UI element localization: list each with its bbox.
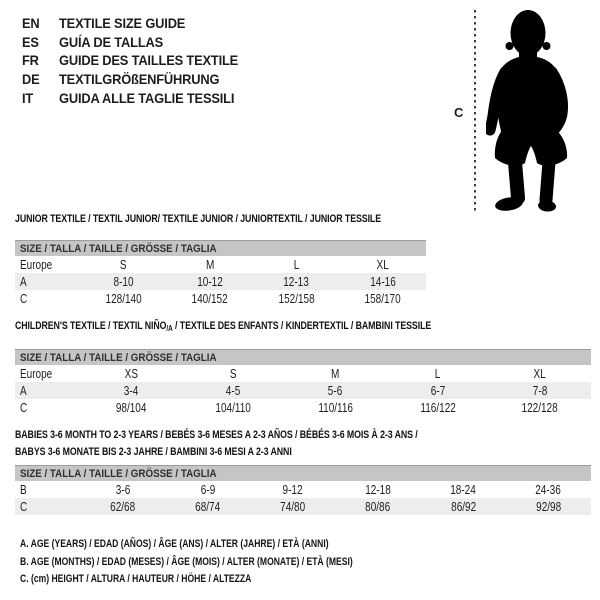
- language-code: ES: [22, 33, 39, 50]
- value-cell: 14-16: [369, 274, 396, 289]
- value-cell: 7-8: [532, 383, 548, 398]
- row-label: A: [20, 274, 27, 289]
- language-row: [22, 14, 254, 33]
- babies-size-table-section: [15, 427, 591, 515]
- value-cell: 9-12: [282, 482, 303, 497]
- language-code: FR: [22, 52, 39, 69]
- value-cell: 24-36: [535, 482, 562, 497]
- value-cell: 140/152: [191, 291, 228, 306]
- value-cell: 3-6: [115, 482, 130, 497]
- value-cell: 122/128: [521, 400, 558, 415]
- row-label: B: [20, 482, 27, 497]
- size-header-cell: M: [331, 366, 340, 381]
- language-row: [22, 33, 254, 52]
- children-size-table-section: [15, 320, 591, 416]
- value-cell: 6-9: [200, 482, 215, 497]
- language-list: [22, 14, 254, 107]
- language-row: [22, 70, 254, 89]
- junior-size-table-section: [15, 213, 426, 307]
- language-code: IT: [22, 89, 34, 106]
- value-cell: 10-12: [196, 274, 223, 289]
- language-code: EN: [22, 15, 40, 32]
- legend-line-c: C. (cm) HEIGHT / ALTURA / HAUTEUR / HÖHE / ALTEZZA: [20, 573, 252, 585]
- row-label: Europe: [20, 257, 53, 272]
- size-band-header: SIZE / TALLA / TAILLE / GRÖSSE / TAGLIA: [15, 240, 426, 256]
- value-cell: 116/122: [420, 400, 456, 415]
- value-cell: 4-5: [226, 383, 241, 398]
- babies-table-title: [15, 427, 591, 461]
- value-cell: 104/110: [215, 400, 252, 415]
- value-cell: 3-4: [123, 383, 139, 398]
- value-cell: 8-10: [113, 274, 134, 289]
- size-header-cell: XS: [124, 366, 138, 381]
- height-marker-label: C: [454, 105, 464, 120]
- size-header-cell: L: [293, 257, 300, 272]
- size-header-cell: L: [434, 366, 441, 381]
- junior-table-title: JUNIOR TEXTILE / TEXTIL JUNIOR/ TEXTILE JUNIOR / JUNIORTEXTIL / JUNIOR TESSILE: [15, 213, 382, 225]
- value-cell: 62/68: [110, 499, 136, 514]
- language-row: [22, 88, 254, 107]
- babies-title-line1: BABIES 3-6 MONTH TO 2-3 YEARS / BEBÉS 3-6 MESES A 2-3 AÑOS / BÉBÉS 3-6 MOIS À 2-3 ANS /: [15, 429, 418, 441]
- language-label: GUIDE DES TAILLES TEXTILE: [59, 52, 239, 69]
- value-cell: 12-18: [365, 482, 391, 497]
- row-label: C: [20, 291, 28, 306]
- value-cell: 92/98: [535, 499, 561, 514]
- babies-title-line2: BABYS 3-6 MONATE BIS 2-3 JAHRE / BAMBINI 3-6 MESI A 2-3 ANNI: [15, 446, 292, 458]
- value-cell: 110/116: [318, 400, 353, 415]
- language-code: DE: [22, 71, 40, 88]
- language-row: [22, 51, 254, 70]
- language-label: GUÍA DE TALLAS: [59, 33, 164, 50]
- value-cell: 12-13: [283, 274, 310, 289]
- value-cell: 5-6: [328, 383, 343, 398]
- value-cell: 74/80: [280, 499, 306, 514]
- value-cell: 18-24: [450, 482, 477, 497]
- row-label: C: [20, 499, 28, 514]
- language-label: GUIDA ALLE TAGLIE TESSILI: [59, 89, 235, 106]
- language-label: TEXTILGRÖßENFÜHRUNG: [59, 71, 220, 88]
- children-table-title: CHILDREN'S TEXTILE / TEXTIL NIÑO/A / TEXTILE DES ENFANTS / KINDERTEXTIL / BAMBINI TESSILE: [15, 320, 432, 333]
- size-header-cell: XL: [376, 257, 389, 272]
- legend-line-b: B. AGE (MONTHS) / EDAD (MESES) / ÂGE (MOIS) / ALTER (MONATE) / ETÀ (MESI): [20, 555, 353, 568]
- table-row-region: [15, 365, 591, 382]
- value-cell: 6-7: [430, 383, 445, 398]
- size-band-header: SIZE / TALLA / TAILLE / GRÖSSE / TAGLIA: [15, 349, 591, 365]
- value-cell: 86/92: [450, 499, 476, 514]
- row-label: Europe: [20, 366, 53, 381]
- value-cell: 152/158: [278, 291, 315, 306]
- size-header-cell: S: [229, 366, 237, 381]
- legend-notes: [20, 536, 447, 589]
- table-row-months: [15, 481, 591, 498]
- row-label: A: [20, 383, 27, 398]
- table-row-height: [15, 498, 591, 515]
- legend-line-a: A. AGE (YEARS) / EDAD (AÑOS) / ÂGE (ANS) / ALTER (JAHRE) / ETÀ (ANNI): [20, 538, 329, 550]
- value-cell: 80/86: [365, 499, 391, 514]
- size-header-cell: XL: [533, 366, 547, 381]
- row-label: C: [20, 400, 28, 415]
- baby-silhouette-icon: [486, 6, 592, 214]
- title-subscript: /A: [166, 324, 173, 333]
- value-cell: 98/104: [115, 400, 147, 415]
- language-label: TEXTILE SIZE GUIDE: [59, 15, 186, 32]
- value-cell: 68/74: [195, 499, 221, 514]
- table-row-region: [15, 256, 426, 273]
- table-row-height: [15, 290, 426, 307]
- value-cell: 128/140: [105, 291, 142, 306]
- size-band-header: SIZE / TALLA / TAILLE / GRÖSSE / TAGLIA: [15, 465, 591, 481]
- value-cell: 158/170: [364, 291, 401, 306]
- table-row-height: [15, 399, 591, 416]
- table-row-age: [15, 382, 591, 399]
- table-row-age: [15, 273, 426, 290]
- height-dotted-line: [474, 10, 476, 212]
- size-header-cell: S: [119, 257, 127, 272]
- size-header-cell: M: [205, 257, 214, 272]
